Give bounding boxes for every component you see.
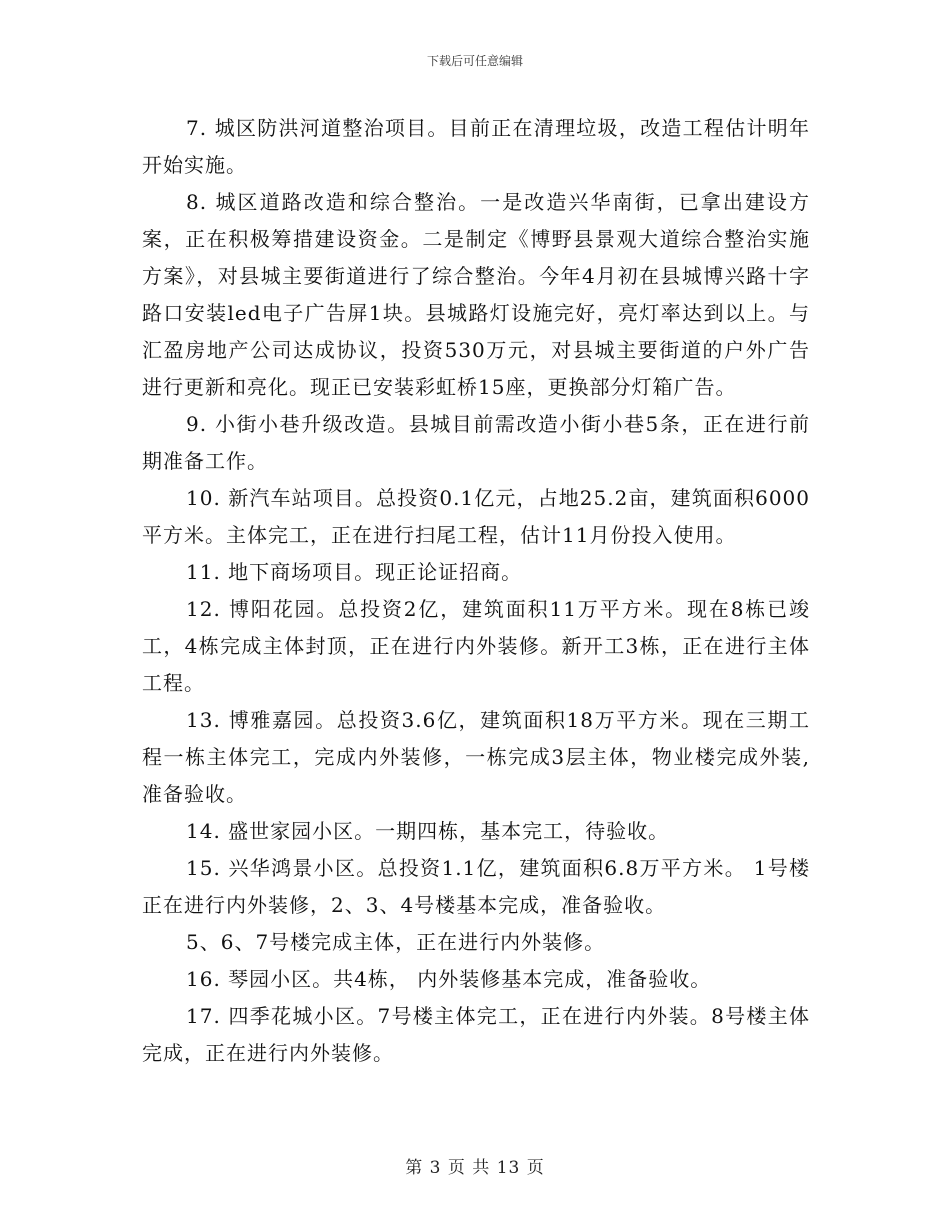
paragraph-item-7: 7. 城区防洪河道整治项目。目前正在清理垃圾，改造工程估计明年开始实施。: [142, 116, 810, 177]
page-number-footer: 第 3 页 共 13 页: [405, 1158, 545, 1178]
paragraph-item-17: 17. 四季花城小区。7号楼主体完工，正在进行内外装。8号楼主体完成，正在进行内外装修。: [142, 1004, 810, 1065]
paragraph-item-15: 15. 兴华鸿景小区。总投资1.1亿，建筑面积6.8万平方米。 1号楼正在进行内外装修，2、3、4号楼基本完成，准备验收。: [142, 856, 810, 917]
paragraph-item-13: 13. 博雅嘉园。总投资3.6亿，建筑面积18万平方米。现在三期工程一栋主体完工，完成内外装修，一栋完成3层主体，物业楼完成外装,准备验收。: [142, 708, 810, 806]
paragraph-item-12: 12. 博阳花园。总投资2亿，建筑面积11万平方米。现在8栋已竣工，4栋完成主体封顶，正在进行内外装修。新开工3栋，正在进行主体工程。: [142, 597, 810, 695]
document-body: [142, 110, 810, 1072]
page-header: 下载后可任意编辑: [426, 54, 523, 68]
paragraph-item-11: 11. 地下商场项目。现正论证招商。: [186, 560, 523, 584]
paragraph-item-9: 9. 小街小巷升级改造。县城目前需改造小街小巷5条，正在进行前期准备工作。: [142, 412, 810, 473]
paragraph-item-10: 10. 新汽车站项目。总投资0.1亿元，占地25.2亩，建筑面积6000平方米。主体完工，正在进行扫尾工程，估计11月份投入使用。: [142, 486, 810, 547]
paragraph-item-8: 8. 城区道路改造和综合整治。一是改造兴华南街，已拿出建设方案，正在积极筹措建设资金。二是制定《博野县景观大道综合整治实施方案》，对县城主要街道进行了综合整治。今年4月初在县城博兴路十字路口安装led电子广告屏1块。县城路灯设施完好，亮灯率达到以上。与汇盈房地产公司达成协议，投资530万元，对县城主要街道的户外广告进行更新和亮化。现正已安装彩虹桥15座，更换部分灯箱广告。: [142, 190, 810, 399]
paragraph-item-16: 16. 琴园小区。共4栋， 内外装修基本完成，准备验收。: [186, 967, 712, 991]
paragraph-item-15-continued: 5、6、7号楼完成主体，正在进行内外装修。: [186, 930, 606, 954]
paragraph-item-14: 14. 盛世家园小区。一期四栋，基本完工，待验收。: [186, 819, 670, 843]
